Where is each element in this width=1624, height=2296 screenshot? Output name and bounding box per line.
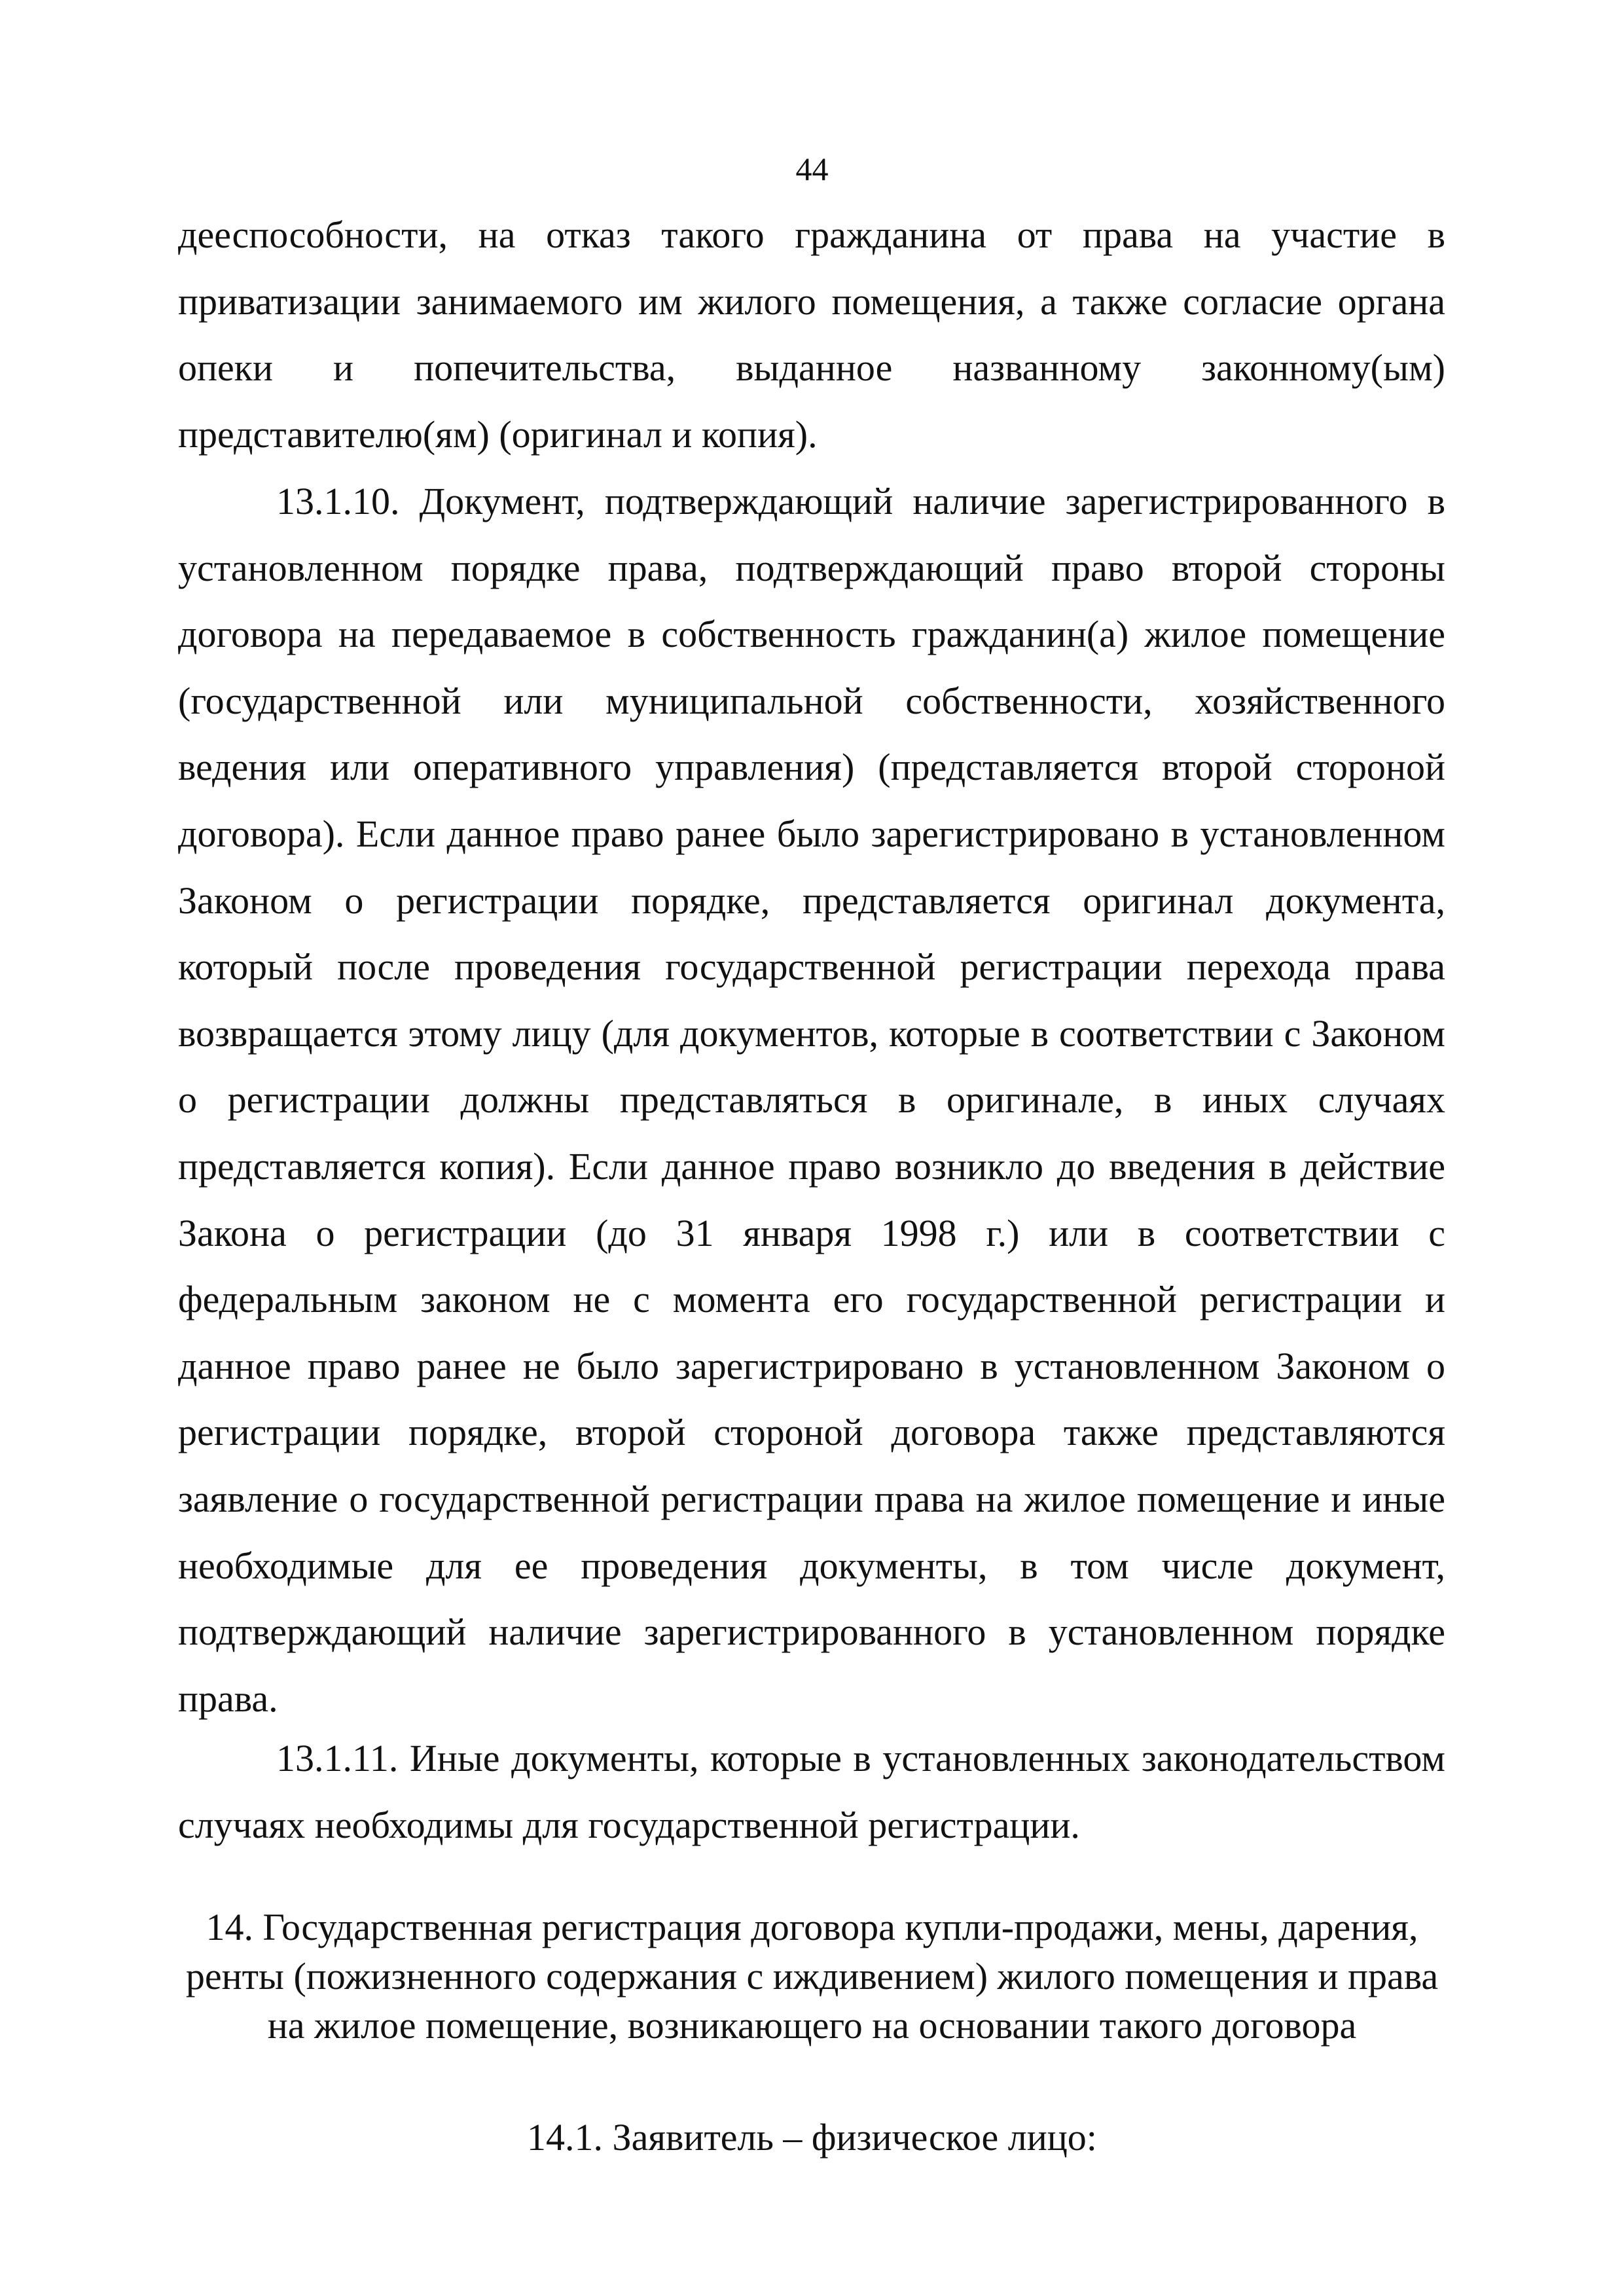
- section-heading: 14. Государственная регистрация договора купли-продажи, мены, дарения, ренты (пожизненного содержания с иждивением) жилого помещения и права на жилое помещение, возникающего на основании такого договора: [185, 1906, 1439, 2047]
- paragraph-13-1-10: 13.1.10. Документ, подтверждающий наличие зарегистрированного в установленном порядке права, подтверждающий право второй стороны договора на передаваемое в собственность гражданин(а) жилое помещение (государственной или муниципальной собственности, хозяйственного ведения или оперативного управления) (представляется второй стороной договора). Если данное право ранее было зарегистрировано в установленном Законом о регистрации порядке, представляется оригинал документа, который после проведения государственной регистрации перехода права возвращается этому лицу (для документов, которые в соответствии с Законом о регистрации должны представляться в оригинале, в иных случаях представляется копия). Если данное право возникло до введения в действие Закона о регистрации (до 31 января 1998 г.) или в соответствии с федеральным законом не с момента его государственной регистрации и данное право ранее не было зарегистрировано в установленном Законом о регистрации порядке, второй стороной договора также представляются заявление о государственной регистрации права на жилое помещение и иные необходимые для ее проведения документы, в том числе документ, подтверждающий наличие зарегистрированного в установленном порядке права.: [178, 480, 1445, 1720]
- paragraph-continuation: дееспособности, на отказ такого гражданина от права на участие в приватизации занимаемого им жилого помещения, а также согласие органа опеки и попечительства, выданное названному законному(ым) представителю(ям) (оригинал и копия).: [178, 213, 1445, 456]
- subsection-heading: 14.1. Заявитель – физическое лицо:: [527, 2116, 1097, 2159]
- page-number: 44: [795, 151, 829, 187]
- paragraph-13-1-11: 13.1.11. Иные документы, которые в установленных законодательством случаях необходимы для государственной регистрации.: [178, 1737, 1445, 1846]
